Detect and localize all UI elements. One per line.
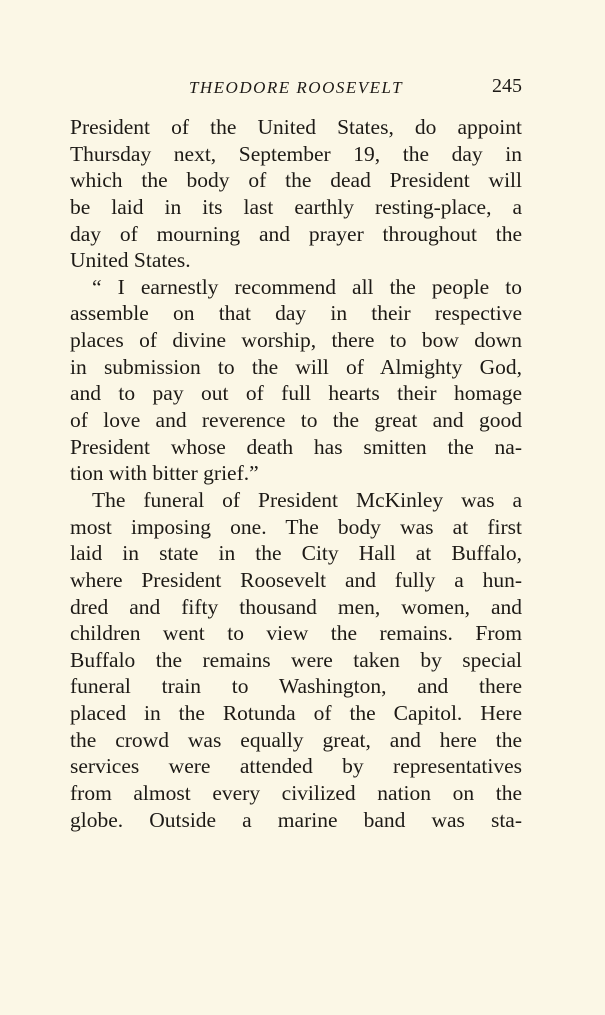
text-line: day of mourning and prayer throughout the	[70, 221, 522, 246]
text-line: assemble on that day in their respective	[70, 301, 522, 326]
page-number: 245	[492, 75, 522, 97]
text-line: places of divine worship, there to bow down	[70, 328, 522, 353]
text-line: Thursday next, September 19, the day in	[70, 141, 522, 166]
text-line: be laid in its last earthly resting-place, a	[70, 194, 522, 219]
text-line: placed in the Rotunda of the Capitol. Here	[70, 701, 522, 726]
text-line: in submission to the will of Almighty God,	[70, 354, 522, 379]
text-line: where President Roosevelt and fully a hun-	[70, 567, 522, 592]
text-line: laid in state in the City Hall at Buffalo,	[70, 541, 522, 566]
text-line: dred and fifty thousand men, women, and	[70, 594, 522, 619]
text-line: from almost every civilized nation on the	[70, 781, 522, 806]
text-line: Buffalo the remains were taken by special	[70, 647, 522, 672]
text-line: President whose death has smitten the na-	[70, 434, 522, 459]
text-line: The funeral of President McKinley was a	[92, 487, 522, 512]
text-line: and to pay out of full hearts their homage	[70, 381, 522, 406]
text-line: United States.	[70, 248, 191, 273]
text-line: which the body of the dead President will	[70, 168, 522, 193]
text-line: children went to view the remains. From	[70, 621, 522, 646]
text-line: services were attended by representatives	[70, 754, 522, 779]
text-line: funeral train to Washington, and there	[70, 674, 522, 699]
text-line: “ I earnestly recommend all the people to	[92, 274, 522, 299]
body-text	[70, 114, 522, 833]
text-line: the crowd was equally great, and here the	[70, 727, 522, 752]
text-line: most imposing one. The body was at first	[70, 514, 522, 539]
text-line: tion with bitter grief.”	[70, 461, 259, 486]
running-title: THEODORE ROOSEVELT	[188, 78, 404, 97]
text-line: of love and reverence to the great and good	[70, 408, 522, 433]
text-line: President of the United States, do appoint	[70, 115, 522, 139]
text-line: globe. Outside a marine band was sta-	[70, 807, 522, 832]
running-head	[70, 74, 522, 102]
